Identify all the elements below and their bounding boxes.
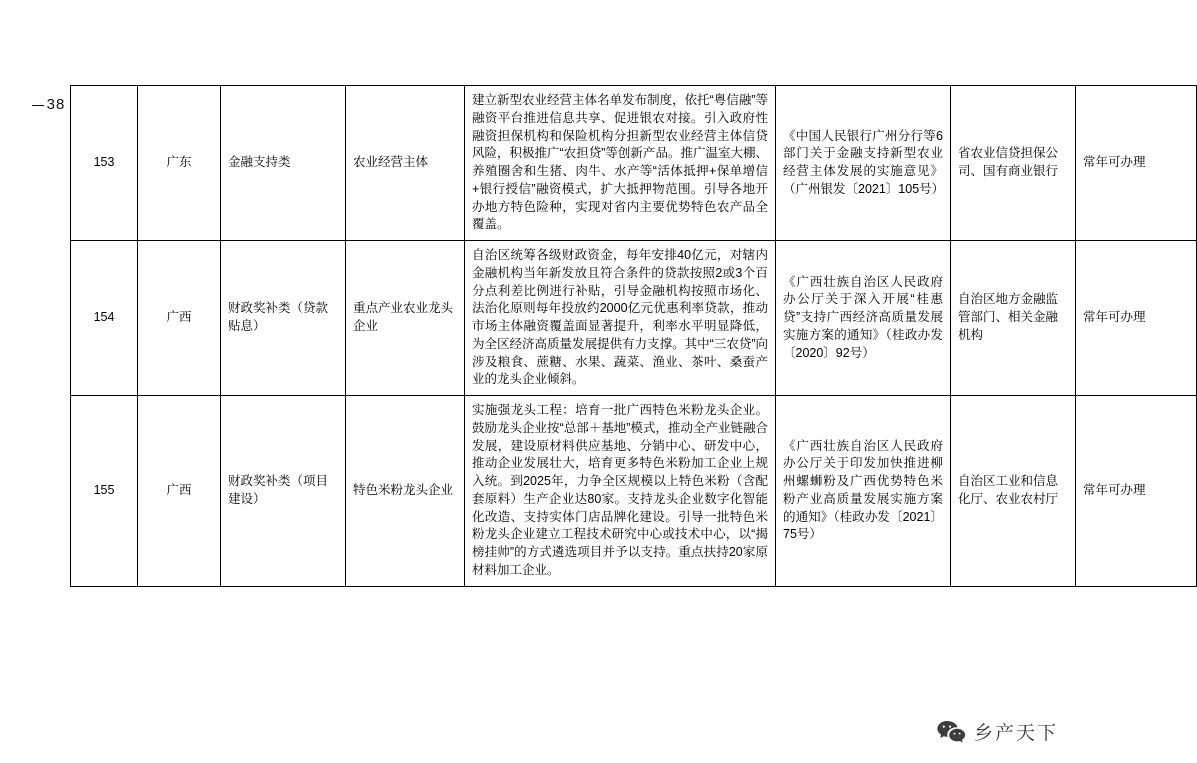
cell-department: 省农业信贷担保公司、国有商业银行 — [951, 86, 1076, 241]
table-row — [71, 241, 1197, 396]
cell-object: 农业经营主体 — [346, 86, 465, 241]
page-number-dash-left — [32, 105, 44, 106]
cell-type: 财政奖补类（贷款贴息） — [221, 241, 346, 396]
cell-no: 153 — [71, 86, 138, 241]
table-row — [71, 86, 1197, 241]
cell-region: 广西 — [138, 241, 221, 396]
cell-object: 重点产业农业龙头企业 — [346, 241, 465, 396]
cell-time: 常年可办理 — [1076, 396, 1197, 587]
watermark-text: 乡产天下 — [973, 722, 1058, 744]
cell-region: 广东 — [138, 86, 221, 241]
cell-basis: 《中国人民银行广州分行等6部门关于金融支持新型农业经营主体发展的实施意见》（广州银发〔2021〕105号） — [776, 86, 951, 241]
table-row — [71, 396, 1197, 587]
cell-type: 金融支持类 — [221, 86, 346, 241]
cell-no: 155 — [71, 396, 138, 587]
cell-basis: 《广西壮族自治区人民政府办公厅关于深入开展“桂惠贷”支持广西经济高质量发展实施方案的通知》（桂政办发〔2020〕92号） — [776, 241, 951, 396]
cell-content: 自治区统筹各级财政资金，每年安排40亿元，对辖内金融机构当年新发放且符合条件的贷款按照2或3个百分点利差比例进行补贴，引导金融机构按照市场化、法治化原则每年投放约2000亿元优惠利率贷款，推动市场主体融资覆盖面显著提升，利率水平明显降低，为全区经济高质量发展提供有力支撑。其中“三农贷”向涉及粮食、蔗糖、水果、蔬菜、渔业、茶叶、桑蚕产业的龙头企业倾斜。 — [465, 241, 776, 396]
page-number-value: 38 — [46, 96, 66, 113]
cell-time: 常年可办理 — [1076, 241, 1197, 396]
cell-department: 自治区工业和信息化厅、农业农村厅 — [951, 396, 1076, 587]
cell-region: 广西 — [138, 396, 221, 587]
policy-table — [70, 85, 1197, 587]
cell-object: 特色米粉龙头企业 — [346, 396, 465, 587]
cell-content: 实施强龙头工程：培育一批广西特色米粉龙头企业。鼓励龙头企业按“总部＋基地”模式，推动全产业链融合发展，建设原材料供应基地、分销中心、研发中心，推动企业发展壮大，培育更多特色米粉加工企业上规入统。到2025年，力争全区规模以上特色米粉（含配套原料）生产企业达80家。支持龙头企业数字化智能化改造、支持实体门店品牌化建设。引导一批特色米粉龙头企业建立工程技术研究中心或技术中心，以“揭榜挂帅”的方式遴选项目并予以支持。重点扶持20家原材料加工企业。 — [465, 396, 776, 587]
cell-type: 财政奖补类（项目建设） — [221, 396, 346, 587]
wechat-icon — [936, 719, 966, 745]
cell-department: 自治区地方金融监管部门、相关金融机构 — [951, 241, 1076, 396]
cell-basis: 《广西壮族自治区人民政府办公厅关于印发加快推进柳州螺蛳粉及广西优势特色米粉产业高质量发展实施方案的通知》（桂政办发〔2021〕75号） — [776, 396, 951, 587]
cell-time: 常年可办理 — [1076, 86, 1197, 241]
cell-no: 154 — [71, 241, 138, 396]
cell-content: 建立新型农业经营主体名单发布制度，依托“粤信融”等融资平台推进信息共享、促进银农对接。引入政府性融资担保机构和保险机构分担新型农业经营主体信贷风险，积极推广“农担贷”等创新产品。推广温室大棚、养殖圈舍和生猪、肉牛、水产等“活体抵押+保单增信+银行授信”融资模式，扩大抵押物范围。引导各地开办地方特色险种，实现对省内主要优势特色农产品全覆盖。 — [465, 86, 776, 241]
watermark — [936, 718, 1058, 745]
page-number — [24, 96, 70, 113]
